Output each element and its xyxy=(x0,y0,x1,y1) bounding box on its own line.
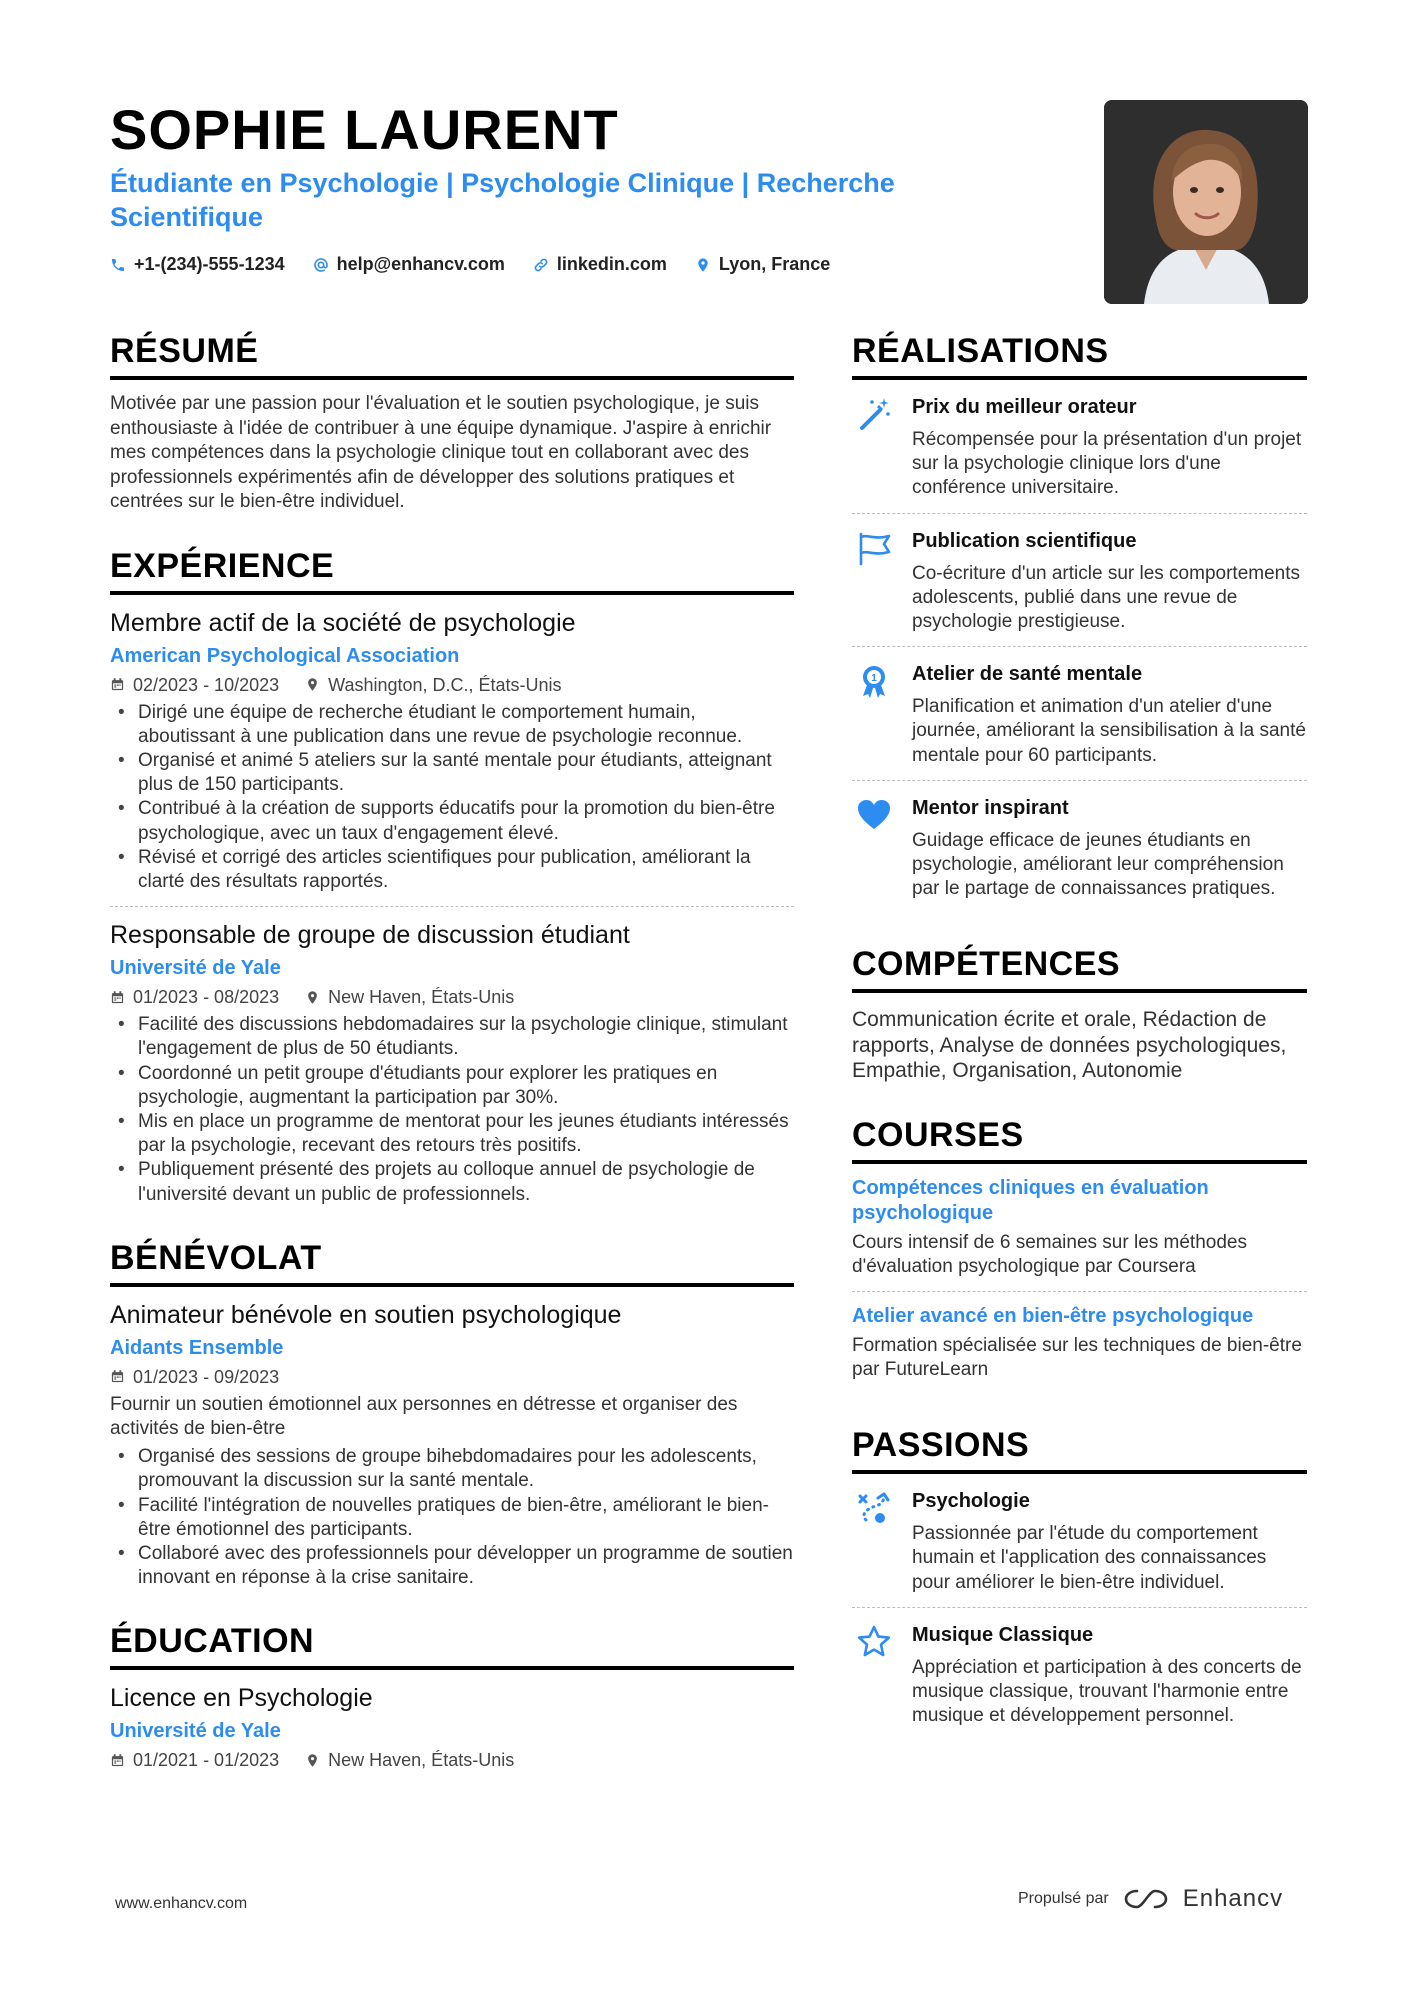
achievement-item xyxy=(852,780,1307,914)
course-title: Atelier avancé en bien-être psychologique xyxy=(852,1305,1254,1328)
achievement-description: Récompensée pour la présentation d'un projet sur la psychologie clinique lors d'une conférence universitaire. xyxy=(912,429,1302,499)
job-location-text: Washington, D.C., États-Unis xyxy=(328,674,562,695)
section-achievements xyxy=(852,330,1307,913)
section-title-volunteer: BÉNÉVOLAT xyxy=(110,1237,794,1287)
bullet-item: • Mis en place un programme de mentorat pour les jeunes étudiants intéressés par la psychologie, recevant des retours très positifs. xyxy=(110,1110,794,1158)
job-location-text: New Haven, États-Unis xyxy=(328,987,515,1008)
achievement-title: Atelier de santé mentale xyxy=(912,663,1143,686)
education-location xyxy=(305,1748,514,1772)
bullet-item: • Dirigé une équipe de recherche étudiant le comportement humain, aboutissant à une publication dans une revue de psychologie reconnue. xyxy=(110,701,794,749)
experience-item xyxy=(110,595,794,895)
bullet-item: • Coordonné un petit groupe d'étudiants pour explorer les pratiques en psychologie, augmentant la participation par 30%. xyxy=(110,1062,794,1110)
job-meta xyxy=(110,673,794,697)
calendar-icon xyxy=(110,1369,125,1384)
achievement-title: Prix du meilleur orateur xyxy=(912,396,1137,418)
passion-body xyxy=(912,1622,1307,1729)
achievement-description: Guidage efficace de jeunes étudiants en psychologie, améliorant leur compréhension par le partage de connaissances pratiques. xyxy=(912,829,1284,900)
course-title: Compétences cliniques en évaluation psychologique xyxy=(852,1176,1209,1225)
volunteer-title: Animateur bénévole en soutien psychologique xyxy=(110,1300,622,1329)
bullet-item: • Révisé et corrigé des articles scientifiques pour publication, améliorant la clarté des résultats rapportés. xyxy=(110,846,794,894)
bullet-item: • Facilité des discussions hebdomadaires sur la psychologie clinique, stimulant l'engagement de plus de 50 étudiants. xyxy=(110,1013,794,1061)
calendar-icon xyxy=(110,677,125,692)
portrait-image xyxy=(1104,100,1308,304)
at-icon xyxy=(313,257,329,273)
award-ribbon-icon xyxy=(852,661,896,768)
job-dates xyxy=(110,673,279,697)
passion-item xyxy=(852,1607,1307,1741)
contact-email[interactable] xyxy=(313,254,505,275)
course-item xyxy=(852,1291,1307,1394)
strategy-icon xyxy=(852,1488,896,1595)
passion-title: Psychologie xyxy=(912,1490,1030,1513)
passion-description: Passionnée par l'étude du comportement humain et l'application des connaissances pour améliorer le bien-être individuel. xyxy=(912,1523,1267,1593)
star-icon xyxy=(852,1622,896,1729)
passion-item xyxy=(852,1474,1307,1607)
volunteer-organization: Aidants Ensemble xyxy=(110,1336,284,1359)
location-pin-icon xyxy=(305,990,320,1005)
job-location xyxy=(305,673,561,697)
profile-photo xyxy=(1104,100,1308,304)
section-title-experience: EXPÉRIENCE xyxy=(110,545,794,595)
achievement-description: Co-écriture d'un article sur les comportements adolescents, publié dans une revue de psychologie prestigieuse. xyxy=(912,562,1300,633)
degree-title: Licence en Psychologie xyxy=(110,1684,373,1713)
achievement-body xyxy=(912,394,1307,501)
job-dates-text: 02/2023 - 10/2023 xyxy=(133,674,280,695)
section-title-education: ÉDUCATION xyxy=(110,1620,794,1670)
job-dates-text: 01/2023 - 08/2023 xyxy=(133,987,280,1008)
job-title: Membre actif de la société de psychologie xyxy=(110,608,576,637)
heart-icon xyxy=(852,795,896,902)
passion-body xyxy=(912,1488,1307,1595)
education-item xyxy=(110,1670,794,1772)
section-title-passions: PASSIONS xyxy=(852,1424,1307,1474)
course-item xyxy=(852,1164,1307,1291)
section-title-achievements: RÉALISATIONS xyxy=(852,330,1307,380)
calendar-icon xyxy=(110,1753,125,1768)
school-name: Université de Yale xyxy=(110,1720,281,1743)
bullet-item: • Organisé des sessions de groupe bihebdomadaires pour les adolescents, promouvant la discussion sur la santé mentale. xyxy=(110,1445,794,1493)
achievement-body xyxy=(912,795,1307,902)
location-pin-icon xyxy=(305,677,320,692)
volunteer-bullets xyxy=(110,1445,794,1590)
section-title-courses: COURSES xyxy=(852,1114,1307,1164)
bullet-item: • Facilité l'intégration de nouvelles pratiques de bien-être, améliorant le bien-être émotionnel des participants. xyxy=(110,1494,794,1542)
achievement-title: Publication scientifique xyxy=(912,529,1137,552)
achievement-description: Planification et animation d'un atelier d'une journée, améliorant la sensibilisation à la santé mentale pour 60 participants. xyxy=(912,696,1306,766)
passion-title: Musique Classique xyxy=(912,1623,1094,1646)
course-description: Formation spécialisée sur les techniques de bien-être par FutureLearn xyxy=(852,1334,1302,1381)
flag-icon xyxy=(852,528,896,635)
footer-site-link[interactable]: www.enhancv.com xyxy=(115,1895,248,1912)
contact-email-text: help@enhancv.com xyxy=(336,254,505,274)
contact-linkedin-text: linkedin.com xyxy=(556,254,667,274)
section-title-summary: RÉSUMÉ xyxy=(110,330,794,380)
education-location-text: New Haven, États-Unis xyxy=(328,1750,515,1771)
candidate-name: SOPHIE LAURENT xyxy=(110,98,619,161)
link-icon xyxy=(533,257,549,273)
calendar-icon xyxy=(110,990,125,1005)
section-skills xyxy=(852,943,1307,1084)
section-experience xyxy=(110,545,794,1207)
contact-phone-text: +1-(234)-555-1234 xyxy=(134,254,285,274)
summary-text: Motivée par une passion pour l'évaluation et le soutien psychologique, je suis enthousiaste à l'idée de contribuer à une équipe dynamique. J'aspire à enrichir mes compétences dans la psychologie clinique tout en collaborant avec des professionnels expérimentés afin de développer des solutions pratiques et centrées sur le bien-être individuel. xyxy=(110,393,772,512)
contact-location-text: Lyon, France xyxy=(718,254,831,274)
section-education xyxy=(110,1620,794,1772)
education-meta xyxy=(110,1748,794,1772)
education-dates xyxy=(110,1748,279,1772)
volunteer-dates xyxy=(110,1365,279,1389)
experience-item xyxy=(110,906,794,1207)
enhancv-logo-icon xyxy=(1123,1886,1169,1912)
skills-text: Communication écrite et orale, Rédaction de rapports, Analyse de données psychologiques, Empathie, Organisation, Autonomie xyxy=(852,1008,1287,1083)
achievement-title: Mentor inspirant xyxy=(912,796,1069,819)
right-column xyxy=(852,330,1307,1770)
location-pin-icon xyxy=(695,257,711,273)
achievement-body xyxy=(912,528,1307,635)
location-pin-icon xyxy=(305,1753,320,1768)
powered-by-label: Propulsé par xyxy=(1018,1890,1109,1907)
job-meta xyxy=(110,985,794,1009)
volunteer-dates-text: 01/2023 - 09/2023 xyxy=(133,1366,280,1387)
magic-wand-icon xyxy=(852,394,896,501)
job-dates xyxy=(110,985,279,1009)
volunteer-meta xyxy=(110,1365,794,1389)
job-organization: Université de Yale xyxy=(110,957,281,980)
contact-bar xyxy=(110,254,970,275)
job-organization: American Psychological Association xyxy=(110,644,460,667)
achievement-item xyxy=(852,646,1307,780)
education-dates-text: 01/2021 - 01/2023 xyxy=(133,1750,280,1771)
job-bullets xyxy=(110,1013,794,1207)
section-title-skills: COMPÉTENCES xyxy=(852,943,1307,993)
section-courses xyxy=(852,1114,1307,1394)
header xyxy=(110,98,970,275)
bullet-item: • Publiquement présenté des projets au colloque annuel de psychologie de l'université devant un public de professionnels. xyxy=(110,1158,794,1206)
achievement-item xyxy=(852,380,1307,513)
job-location xyxy=(305,985,514,1009)
passion-description: Appréciation et participation à des concerts de musique classique, trouvant l'harmonie entre musique et développement personnel. xyxy=(912,1656,1302,1727)
phone-icon xyxy=(110,257,126,273)
bullet-item: • Organisé et animé 5 ateliers sur la santé mentale pour étudiants, atteignant plus de 150 participants. xyxy=(110,749,794,797)
contact-linkedin[interactable] xyxy=(533,254,667,275)
bullet-item: • Contribué à la création de supports éducatifs pour la promotion du bien-être psychologique, avec un taux d'engagement élevé. xyxy=(110,797,794,845)
achievement-body xyxy=(912,661,1307,768)
brand-name: Enhancv xyxy=(1182,1885,1284,1912)
candidate-subtitle: Étudiante en Psychologie | Psychologie Clinique | Recherche Scientifique xyxy=(110,168,895,232)
section-summary xyxy=(110,330,794,515)
course-description: Cours intensif de 6 semaines sur les méthodes d'évaluation psychologique par Coursera xyxy=(852,1231,1247,1278)
volunteer-description: Fournir un soutien émotionnel aux personnes en détresse et organiser des activités de bien-être xyxy=(110,1393,738,1439)
svg-text:1: 1 xyxy=(871,673,877,685)
contact-location xyxy=(695,254,830,275)
volunteer-item xyxy=(110,1287,794,1591)
section-passions xyxy=(852,1424,1307,1740)
left-column xyxy=(110,330,794,1802)
job-bullets xyxy=(110,701,794,895)
achievement-item xyxy=(852,513,1307,647)
bullet-item: • Collaboré avec des professionnels pour développer un programme de soutien innovant en réponse à la crise sanitaire. xyxy=(110,1542,794,1590)
job-title: Responsable de groupe de discussion étudiant xyxy=(110,921,630,950)
contact-phone[interactable] xyxy=(110,254,285,275)
section-volunteer xyxy=(110,1237,794,1591)
footer-branding[interactable] xyxy=(1018,1885,1283,1913)
